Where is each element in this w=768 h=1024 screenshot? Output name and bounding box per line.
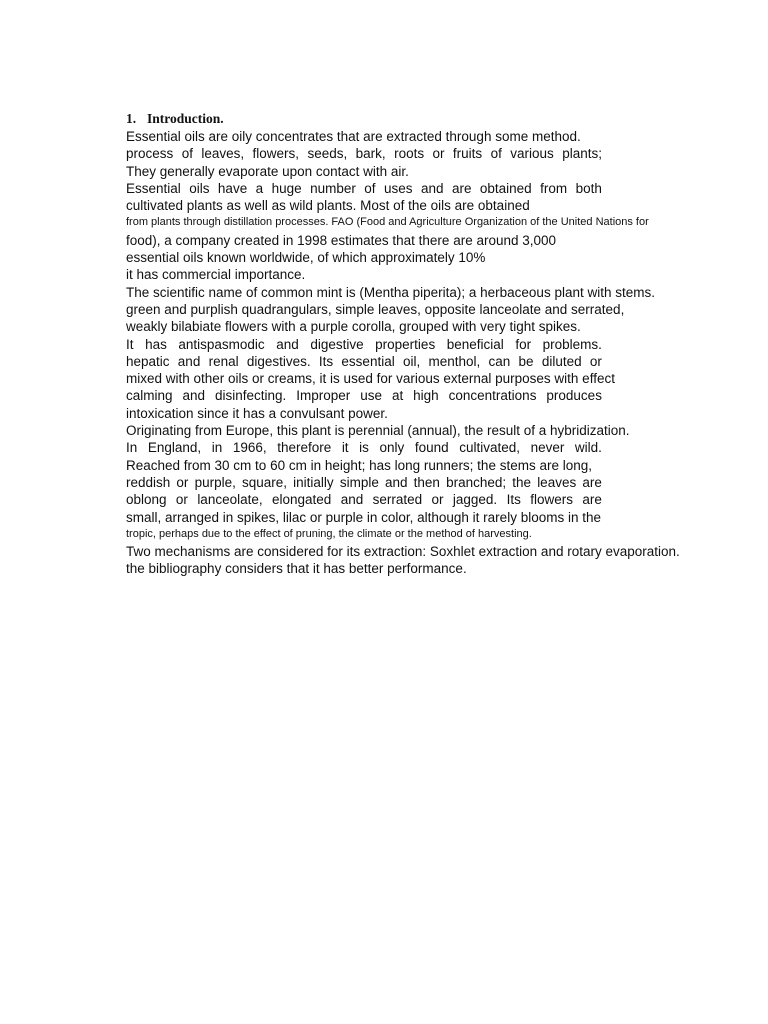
text-line: green and purplish quadrangulars, simple leaves, opposite lanceolate and serrated, [126,301,625,317]
text-line: Essential oils are oily concentrates that are extracted through some method. [126,129,581,144]
document-body [126,110,696,578]
text-line: the bibliography considers that it has better performance. [126,561,467,577]
text-line: it has commercial importance. [126,267,306,283]
text-line: They generally evaporate upon contact with air. [126,163,409,179]
text-line: reddish or purple, square, initially simple and then branched; the leaves are [126,474,602,490]
text-line: Two mechanisms are considered for its extraction: Soxhlet extraction and rotary evaporation. [126,544,680,560]
text-line: In England, in 1966, therefore it is only found cultivated, never wild. [126,440,602,456]
text-line: intoxication since it has a convulsant power. [126,405,388,421]
text-line: weakly bilabiate flowers with a purple corolla, grouped with very tight spikes. [126,319,581,335]
text-line: mixed with other oils or creams, it is used for various external purposes with effect [126,371,615,387]
text-line: from plants through distillation processes. FAO (Food and Agriculture Organization of the United Nations for [126,216,649,229]
text-line: process of leaves, flowers, seeds, bark, roots or fruits of various plants; [126,146,602,162]
text-line: Originating from Europe, this plant is perennial (annual), the result of a hybridization. [126,423,630,439]
text-line: tropic, perhaps due to the effect of pruning, the climate or the method of harvesting. [126,527,532,540]
text-line: Reached from 30 cm to 60 cm in height; has long runners; the stems are long, [126,457,592,473]
text-line: food), a company created in 1998 estimates that there are around 3,000 [126,232,557,248]
text-line: hepatic and renal digestives. Its essential oil, menthol, can be diluted or [126,353,602,369]
text-line: oblong or lanceolate, elongated and serrated or jagged. Its flowers are [126,492,602,508]
text-line: The scientific name of common mint is (Mentha piperita); a herbaceous plant with stems. [126,284,655,300]
paragraph-lines [126,128,696,578]
section-number: 1. [126,111,137,126]
text-line: small, arranged in spikes, lilac or purple in color, although it rarely blooms in the [126,509,601,525]
section-heading [126,110,696,127]
section-title: Introduction. [147,111,224,126]
text-line: It has antispasmodic and digestive properties beneficial for problems. [126,336,602,352]
text-line: calming and disinfecting. Improper use at high concentrations produces [126,388,602,404]
text-line: essential oils known worldwide, of which approximately 10% [126,250,486,266]
text-line: cultivated plants as well as wild plants. Most of the oils are obtained [126,198,530,214]
text-line: Essential oils have a huge number of uses and are obtained from both [126,180,602,196]
